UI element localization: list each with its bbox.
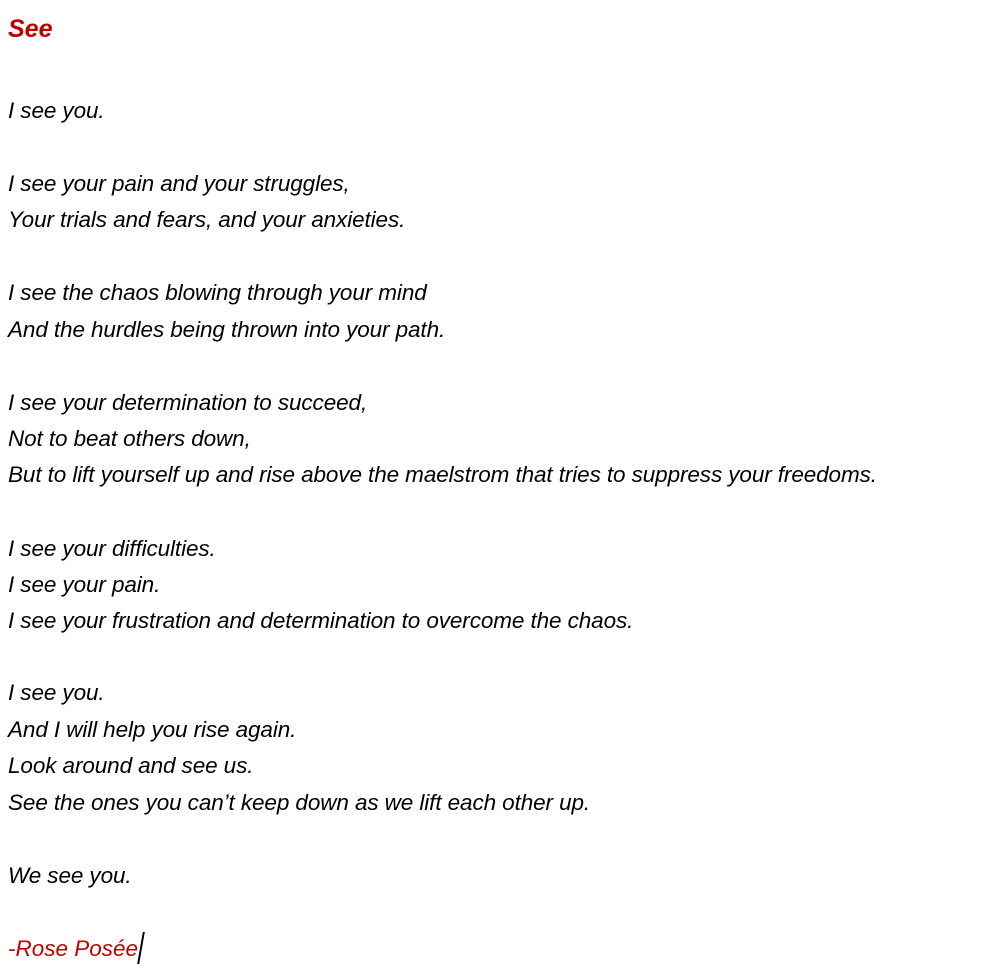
- poem-line: I see your pain.: [8, 572, 161, 597]
- poem-line: Look around and see us.: [8, 753, 254, 778]
- poem-line: I see you.: [8, 98, 105, 123]
- poem-line: But to lift yourself up and rise above the maelstrom that tries to suppress your freedoms.: [8, 462, 877, 487]
- poem-line: I see you.: [8, 680, 105, 705]
- poem-line: I see your frustration and determination to overcome the chaos.: [8, 608, 634, 633]
- poem-line: I see your determination to succeed,: [8, 390, 368, 415]
- text-cursor: [137, 932, 144, 964]
- signature-line: [8, 932, 142, 964]
- poem-line: See the ones you can’t keep down as we lift each other up.: [8, 790, 591, 815]
- poem-line: I see your difficulties.: [8, 536, 216, 561]
- poem-line: And I will help you rise again.: [8, 717, 297, 742]
- poem-line: And the hurdles being thrown into your path.: [8, 317, 446, 342]
- signature-text: -Rose Posée: [8, 936, 139, 961]
- poem-line: Your trials and fears, and your anxieties.: [8, 207, 406, 232]
- poem-line: Not to beat others down,: [8, 426, 251, 451]
- poem-line: I see your pain and your struggles,: [8, 171, 350, 196]
- poem-line: We see you.: [8, 863, 132, 888]
- poem-title: See: [8, 15, 53, 43]
- poem-line: I see the chaos blowing through your mind: [8, 280, 427, 305]
